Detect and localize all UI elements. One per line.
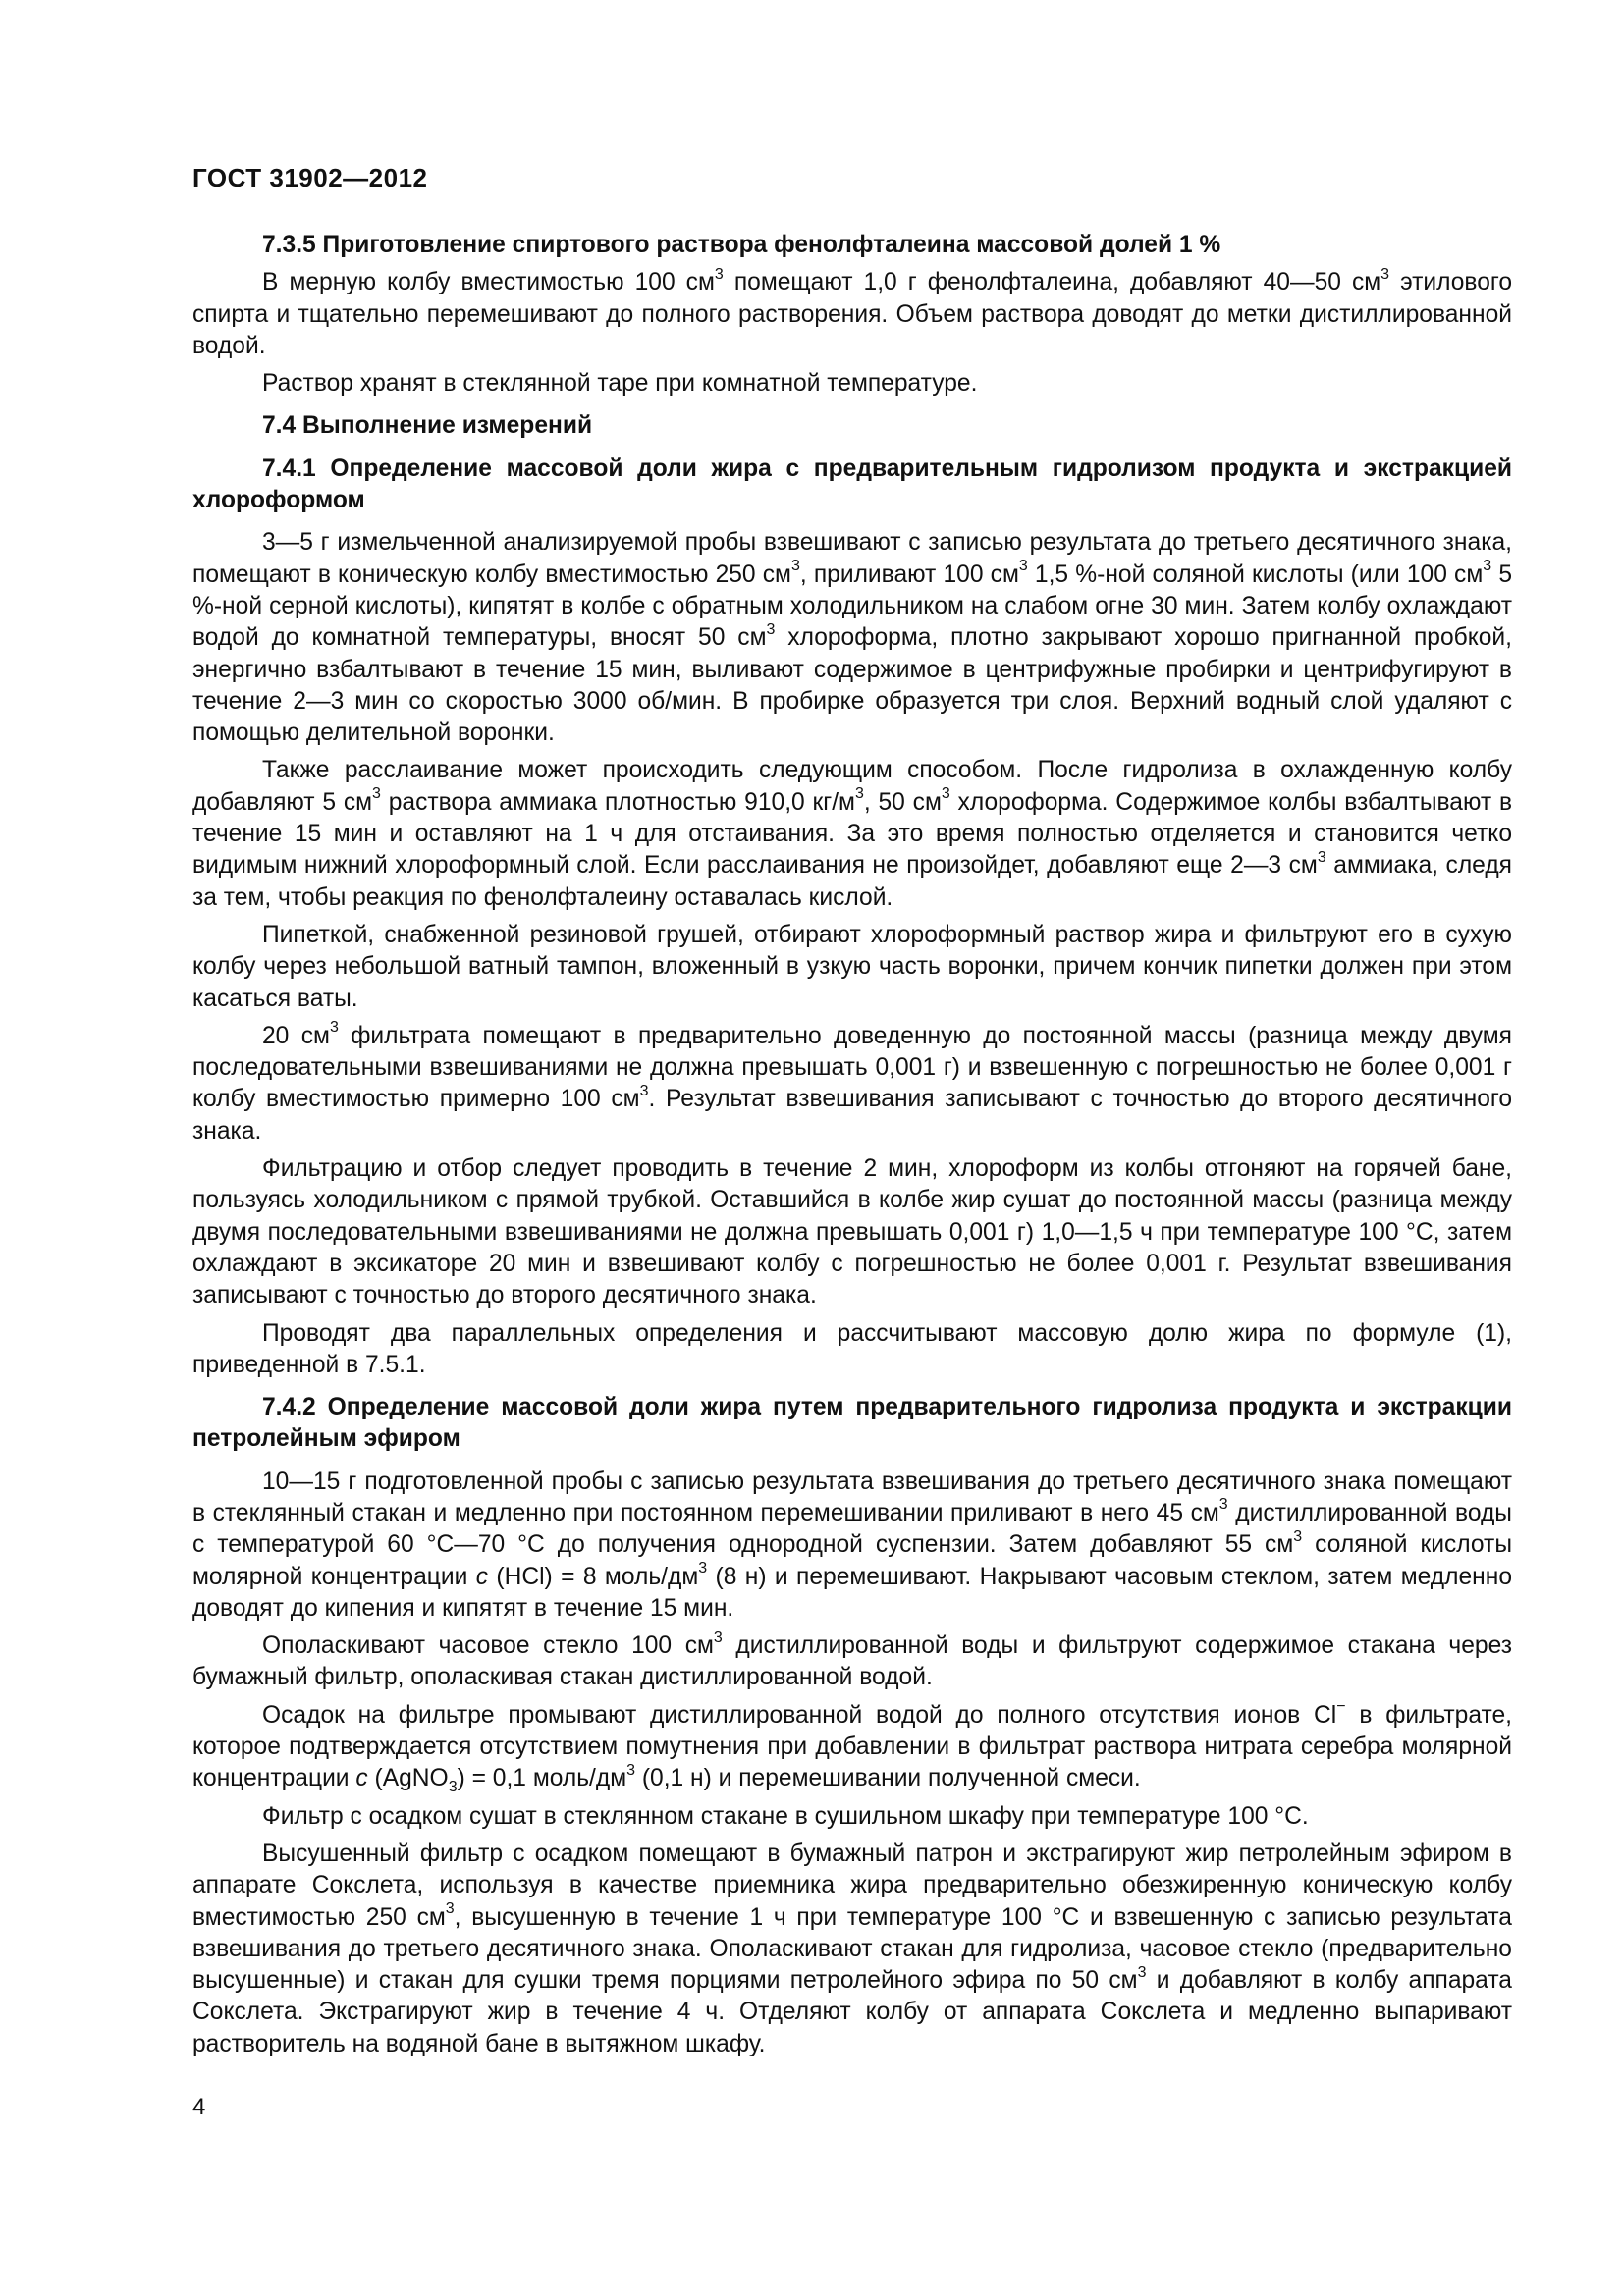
paragraph: В мерную колбу вместимостью 100 $см^3$ помещают 1,0 г фенолфталеина, добавляют 40—50 $см^3$ этилового спирта и тщательно перемешивают до полного растворения. Объем раствора доводят до метки дистиллированной водой.: [192, 265, 1512, 359]
paragraph: Высушенный фильтр с осадком помещают в бумажный патрон и экстрагируют жир петролейным эфиром в аппарате Сокслета, используя в качестве приемника жира предварительно обезжиренную коническую колбу вместимостью 250 $см^3$, высушенную в течение 1 ч при температуре 100 °С и взвешенную с записью результата взвешивания до третьего десятичного знака. Ополаскивают стакан для гидролиза, часовое стекло (предварительно высушенные) и стакан для сушки тремя порциями петролейного эфира по 50 $см^3$ и добавляют в колбу аппарата Сокслета. Экстрагируют жир в течение 4 ч. Отделяют колбу от аппарата Сокслета и медленно выпаривают растворитель на водяной бане в вытяжном шкафу.: [192, 1840, 1512, 2057]
section-heading: 7.4.1 Определение массовой доли жира с предварительным гидролизом продукта и экстракцией хлороформом: [192, 454, 1512, 514]
paragraph: 3—5 г измельченной анализируемой пробы взвешивают с записью результата до третьего десятичного знака, помещают в коническую колбу вместимостью 250 $см^3$, приливают 100 $см^3$ 1,5 %-ной соляной кислоты (или 100 $см^3$ 5 %-ной серной кислоты), кипятят в колбе с обратным холодильником на слабом огне 30 мин. Затем колбу охлаждают водой до комнатной температуры, вносят 50 $см^3$ хлороформа, плотно закрывают хорошо пригнанной пробкой, энергично взбалтывают в течение 15 мин, выливают содержимое в центрифужные пробирки и центрифугируют в течение 2—3 мин со скоростью 3000 об/мин. В пробирке образуется три слоя. Верхний водный слой удаляют с помощью делительной воронки.: [192, 529, 1512, 747]
paragraph: 10—15 г подготовленной пробы с записью результата взвешивания до третьего десятичного знака помещают в стеклянный стакан и медленно при постоянном перемешивании приливают в него 45 $см^3$ дистиллированной воды с температурой 60 °С—70 °С до получения однородной суспензии. Затем добавляют 55 $см^3$ соляной кислоты молярной концентрации с (HCl) = 8 моль/$дм^3$ (8 н) и перемешивают. Накрывают часовым стеклом, затем медленно доводят до кипения и кипятят в течение 15 мин.: [192, 1468, 1512, 1622]
paragraph: Проводят два параллельных определения и рассчитывают массовую долю жира по формуле (1), приведенной в 7.5.1.: [192, 1319, 1512, 1378]
paragraph: Пипеткой, снабженной резиновой грушей, отбирают хлороформный раствор жира и фильтруют его в сухую колбу через небольшой ватный тампон, вложенный в узкую часть воронки, причем кончик пипетки должен при этом касаться ваты.: [192, 921, 1512, 1012]
paragraph: Фильтрацию и отбор следует проводить в течение 2 мин, хлороформ из колбы отгоняют на горячей бане, пользуясь холодильником с прямой трубкой. Оставшийся в колбе жир сушат до постоянной массы (разница между двумя последовательными взвешиваниями не должна превышать 0,001 г) 1,0—1,5 ч при температуре 100 °С, затем охлаждают в эксикаторе 20 мин и взвешивают колбу с погрешностью не более 0,001 г. Результат взвешивания записывают с точностью до второго десятичного знака.: [192, 1155, 1512, 1309]
section-heading: 7.4.2 Определение массовой доли жира путем предварительного гидролиза продукта и экстракции петролейным эфиром: [192, 1394, 1512, 1453]
paragraph: Раствор хранят в стеклянной таре при комнатной температуре.: [262, 370, 978, 398]
page-number: 4: [192, 2094, 206, 2120]
document-body: [192, 230, 1512, 2060]
section-heading: 7.4 Выполнение измерений: [262, 412, 593, 440]
paragraph: Ополаскивают часовое стекло 100 $см^3$ дистиллированной воды и фильтруют содержимое стакана через бумажный фильтр, ополаскивая стакан дистиллированной водой.: [192, 1629, 1513, 1691]
document-header: ГОСТ 31902—2012: [192, 163, 428, 192]
paragraph: Также расслаивание может происходить следующим способом. После гидролиза в охлажденную колбу добавляют 5 $см^3$ раствора аммиака плотностью 910,0 $кг/м^3$, 50 $см^3$ хлороформа. Содержимое колбы взбалтывают в течение 15 мин и оставляют на 1 ч для отстаивания. За это время полностью отделяется и становится четко видимым нижний хлороформный слой. Если расслаивания не произойдет, добавляют еще 2—3 $см^3$ аммиака, следя за тем, чтобы реакция по фенолфталеину оставалась кислой.: [192, 757, 1513, 911]
paragraph: 20 $см^3$ фильтрата помещают в предварительно доведенную до постоянной массы (разница между двумя последовательными взвешиваниями не должна превышать 0,001 г) и взвешенную с погрешностью не более 0,001 г колбу вместимостью примерно 100 $см^3$. Результат взвешивания записывают с точностью до второго десятичного знака.: [192, 1019, 1512, 1145]
section-heading: 7.3.5 Приготовление спиртового раствора фенолфталеина массовой долей 1 %: [262, 232, 1221, 258]
paragraph: Осадок на фильтре промывают дистиллированной водой до полного отсутствия ионов Cl− в фильтрате, которое подтверждается отсутствием помутнения при добавлении в фильтрат раствора нитрата серебра молярной концентрации с (AgNO$_3$) = 0,1 моль/$дм^3$ (0,1 н) и перемешивании полученной смеси.: [192, 1698, 1512, 1796]
paragraph: Фильтр с осадком сушат в стеклянном стакане в сушильном шкафу при температуре 100 °С.: [262, 1802, 1309, 1830]
